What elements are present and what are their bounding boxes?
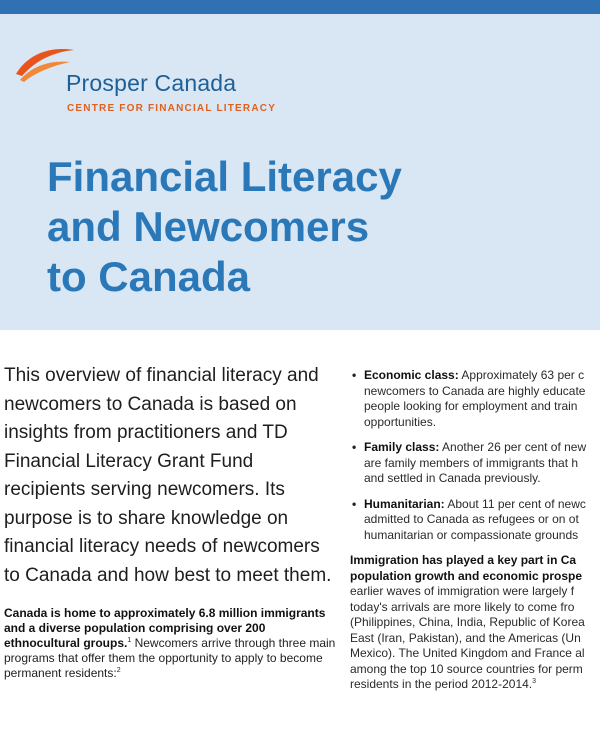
bullet-line: opportunities. (364, 414, 437, 429)
bullet-line: people looking for employment and train (364, 399, 578, 413)
footnote-ref[interactable]: 3 (532, 678, 537, 685)
brand-name: Prosper Canada (66, 70, 237, 96)
footnote-ref[interactable]: 1 (127, 637, 132, 644)
right-column (350, 368, 600, 693)
bullet-line: are family members of immigrants that h (364, 455, 579, 470)
lead-bold: Canada is home to approximately 6.8 million immigrants and a diverse population comprising over 200 ethnocultural groups. (4, 606, 326, 650)
list-item (350, 497, 600, 544)
bullet-icon: • (352, 440, 357, 454)
bullet-label: Economic class: (364, 368, 459, 382)
lead-paragraph (4, 606, 342, 681)
para-line: (Philippines, China, India, Republic of Korea (350, 615, 585, 629)
title-line: and Newcomers (47, 203, 370, 250)
para-line: earlier waves of immigration were largely f (350, 584, 575, 598)
title-line: to Canada (47, 253, 251, 300)
para-line: East (Iran, Pakistan), and the Americas (Un (350, 630, 581, 645)
bullet-line: newcomers to Canada are highly educate (364, 383, 586, 398)
bullet-icon: • (352, 496, 357, 511)
para-line: among the top 10 source countries for perm (350, 661, 583, 676)
para-line: residents in the period 2012-2014. (350, 677, 533, 691)
bullet-line: About 11 per cent of newc (447, 496, 586, 511)
header-banner (0, 14, 600, 330)
title-line: Financial Literacy (47, 153, 402, 200)
para-line: Mexico). The United Kingdom and France al (350, 646, 585, 660)
para-bold-line: population growth and economic prospe (350, 568, 583, 583)
intro-paragraph: This overview of financial literacy and newcomers to Canada is based on insights from practitioners and TD Financial Literacy Grant Fund recipients serving newcomers. Its purpose is to share knowledge on financial literacy needs of newcomers to Canada and how best to meet them. (4, 365, 332, 586)
list-item (350, 440, 600, 487)
top-bar (0, 0, 600, 14)
bullet-icon: • (352, 368, 357, 382)
bullet-line: Another 26 per cent of new (442, 440, 587, 454)
bullet-line: humanitarian or compassionate grounds (364, 527, 579, 542)
immigration-paragraph (350, 553, 600, 693)
brand-tagline: CENTRE FOR FINANCIAL LITERACY (67, 103, 277, 114)
footnote-ref[interactable]: 2 (116, 667, 121, 674)
bullet-label: Family class: (364, 440, 440, 454)
lead-text: Newcomers arrive through three main programs that offer them the opportunity to apply to become permanent residents: (4, 636, 336, 680)
bullet-line: and settled in Canada previously. (364, 471, 541, 485)
list-item (350, 368, 600, 430)
bullet-line: admitted to Canada as refugees or on ot (364, 512, 579, 526)
bullet-line: Approximately 63 per c (461, 368, 585, 382)
page-title (47, 152, 567, 302)
para-line: today's arrivals are more likely to come fro (350, 599, 575, 614)
bullet-label: Humanitarian: (364, 496, 445, 511)
para-bold-line: Immigration has played a key part in Ca (350, 553, 577, 567)
